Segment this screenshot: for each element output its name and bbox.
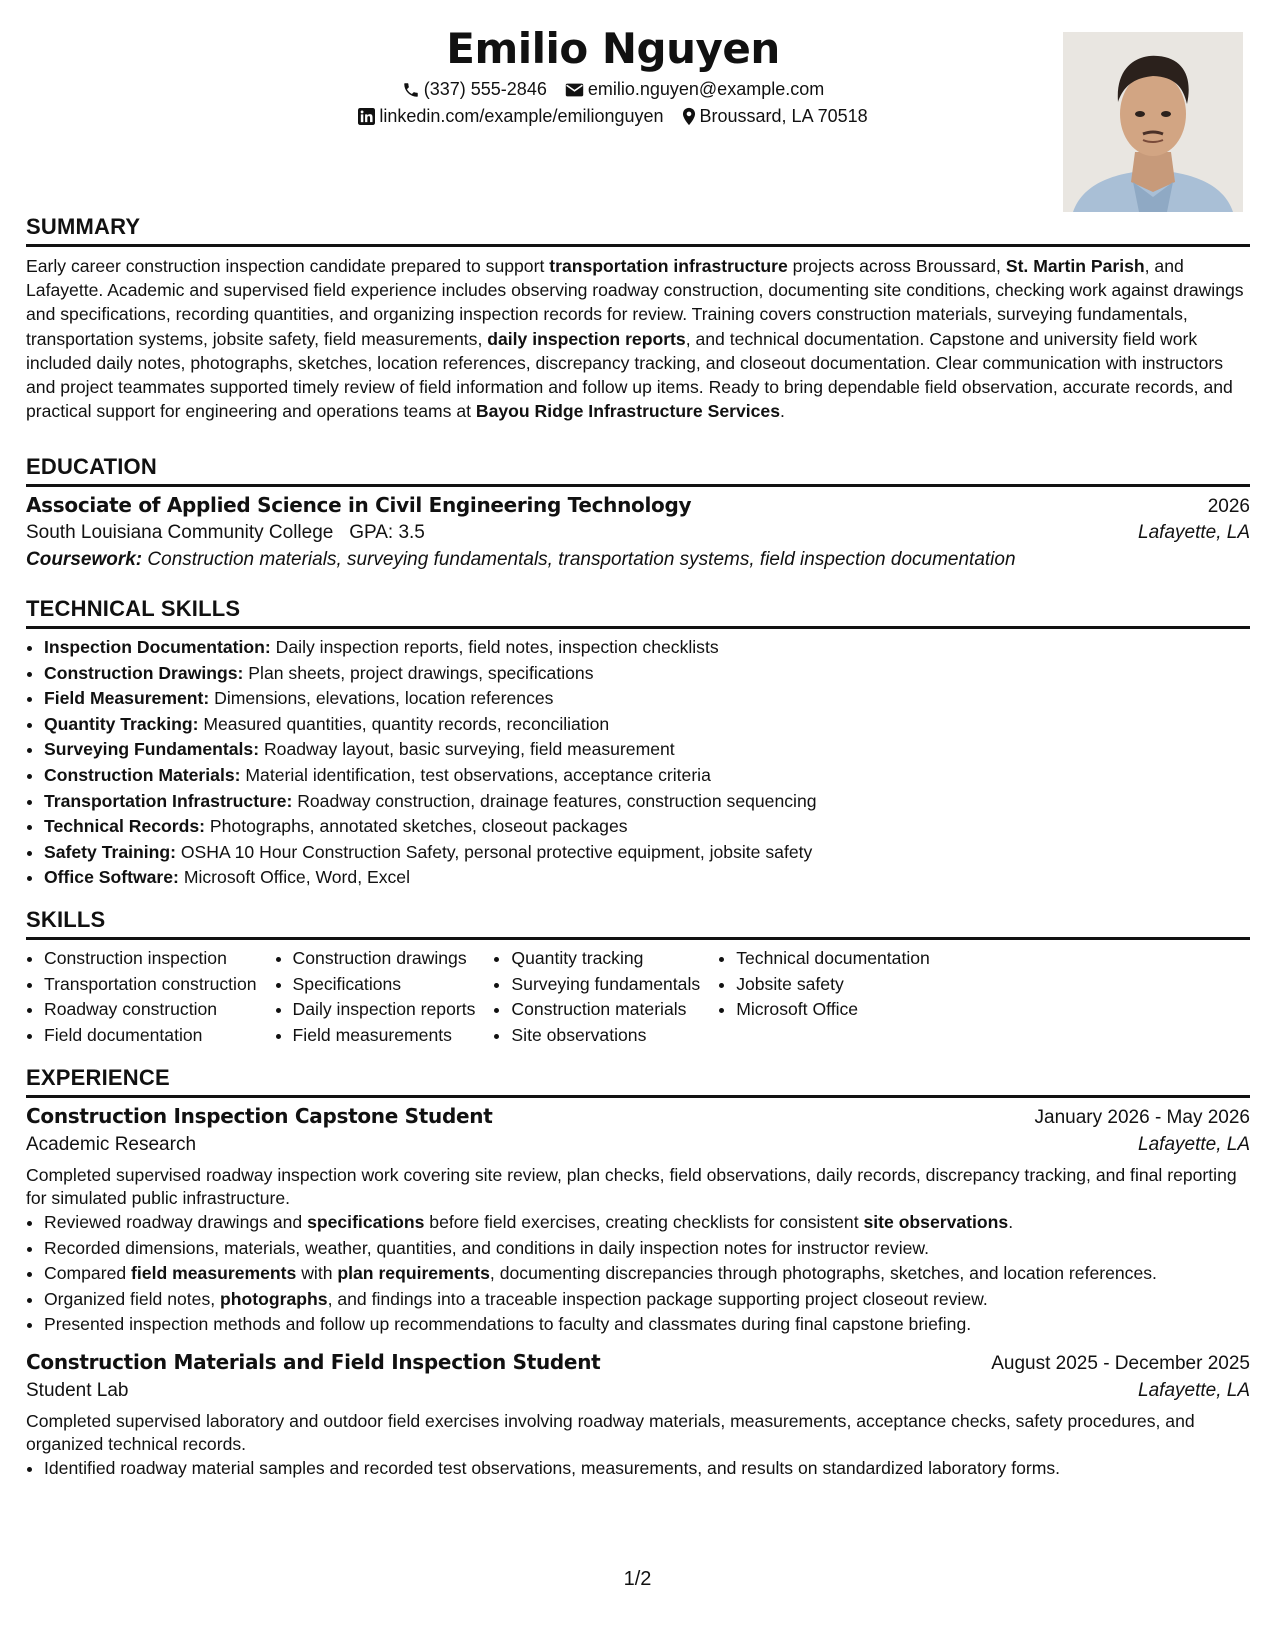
envelope-icon	[565, 82, 584, 98]
summary-bold: daily inspection reports	[487, 328, 686, 349]
job-location: Lafayette, LA	[1138, 1379, 1250, 1401]
list-item: • Roadway construction	[44, 997, 257, 1023]
skill-label: Construction Drawings:	[44, 662, 244, 683]
list-item: • Field measurements	[293, 1023, 476, 1049]
bullet-part: .	[1008, 1212, 1014, 1232]
phone-icon	[402, 81, 420, 99]
experience-section	[26, 1065, 1250, 1482]
bullet-part: with	[296, 1263, 338, 1284]
skill-label: Field Measurement:	[44, 688, 210, 709]
list-item	[44, 1287, 1250, 1313]
job-title: Construction Materials and Field Inspection Student	[26, 1349, 601, 1374]
skill-text: OSHA 10 Hour Construction Safety, personal protective equipment, jobsite safety	[180, 841, 813, 862]
skills-columns	[26, 946, 1250, 1048]
summary-bold: transportation infrastructure	[549, 256, 788, 276]
map-pin-icon	[682, 107, 696, 126]
technical-skills-list	[26, 635, 1250, 891]
summary-bold: St. Martin Parish	[1005, 256, 1145, 276]
job-header	[26, 1104, 1250, 1129]
coursework-text: Construction materials, surveying fundamentals, transportation systems, field inspection documentation	[147, 549, 1016, 570]
skills-heading: SKILLS	[26, 907, 1250, 940]
summary-section	[26, 214, 1250, 423]
bullet-part: Compared	[44, 1263, 132, 1284]
education-heading: EDUCATION	[26, 454, 1250, 487]
skill-label: Technical Records:	[44, 816, 205, 837]
job-location: Lafayette, LA	[1138, 1134, 1250, 1155]
bullet-bold: specifications	[307, 1212, 425, 1232]
skill-label: Transportation Infrastructure:	[44, 790, 293, 811]
location-contact	[682, 106, 868, 127]
summary-bold: Bayou Ridge Infrastructure Services	[475, 401, 780, 422]
coursework-label: Coursework:	[26, 549, 143, 570]
phone-contact[interactable]	[402, 79, 547, 100]
education-row	[26, 493, 1250, 518]
job-dates: August 2025 - December 2025	[991, 1352, 1250, 1374]
list-item: • Presented inspection methods and follow up recommendations to faculty and classmates during final capstone briefing.	[44, 1312, 1250, 1338]
phone-text: (337) 555-2846	[423, 79, 547, 99]
job-organization: Student Lab	[26, 1379, 129, 1401]
skill-text: Plan sheets, project drawings, specifications	[248, 662, 594, 683]
experience-entry	[26, 1104, 1250, 1338]
list-item	[44, 661, 1250, 687]
bullet-part: , and findings into a traceable inspection package supporting project closeout review.	[327, 1288, 988, 1309]
school-location: Lafayette, LA	[1138, 522, 1250, 543]
list-item: • Construction inspection	[44, 946, 257, 972]
bullet-part: Organized field notes,	[44, 1288, 221, 1309]
list-item: • Surveying fundamentals	[511, 972, 700, 998]
profile-photo	[1063, 32, 1243, 212]
list-item: • Microsoft Office	[736, 997, 930, 1023]
summary-part: Early career construction inspection candidate prepared to support	[26, 256, 550, 276]
list-item: • Recorded dimensions, materials, weather, quantities, and conditions in daily inspection notes for instructor review.	[44, 1236, 1250, 1262]
job-org-row	[26, 1134, 1250, 1156]
summary-part: projects across Broussard,	[787, 256, 1006, 276]
skill-text: Roadway construction, drainage features, construction sequencing	[297, 790, 817, 811]
skill-label: Quantity Tracking:	[44, 713, 199, 734]
skill-label: Inspection Documentation:	[44, 637, 271, 657]
job-bullets	[26, 1456, 1250, 1482]
bullet-bold: plan requirements	[337, 1263, 490, 1284]
experience-heading: EXPERIENCE	[26, 1065, 1250, 1098]
list-item: • Construction drawings	[293, 946, 476, 972]
skill-text: Microsoft Office, Word, Excel	[183, 867, 410, 888]
linkedin-icon	[358, 108, 375, 125]
skill-label: Office Software:	[44, 867, 179, 888]
list-item	[44, 763, 1250, 789]
resume-page	[26, 0, 1250, 1650]
school-name	[26, 522, 425, 544]
skills-column-1	[26, 946, 257, 1048]
gpa-text: GPA: 3.5	[349, 522, 425, 543]
bullet-bold: site observations	[863, 1212, 1009, 1232]
bullet-bold: field measurements	[131, 1263, 297, 1284]
skill-text: Roadway layout, basic surveying, field measurement	[263, 739, 675, 760]
job-dates: January 2026 - May 2026	[1034, 1107, 1250, 1128]
list-item	[44, 789, 1250, 815]
skill-text: Dimensions, elevations, location references	[214, 688, 554, 709]
job-description: Completed supervised roadway inspection work covering site review, plan checks, field observations, daily records, discrepancy tracking, and final reporting for simulated public infrastructure.	[26, 1165, 1237, 1208]
technical-skills-heading: TECHNICAL SKILLS	[26, 596, 1250, 629]
skills-column-4	[718, 946, 930, 1048]
summary-heading: SUMMARY	[26, 214, 1250, 247]
school-text: South Louisiana Community College	[26, 522, 334, 543]
skill-text: Daily inspection reports, field notes, inspection checklists	[275, 637, 719, 657]
location-text: Broussard, LA 70518	[699, 106, 868, 126]
list-item: • Site observations	[511, 1023, 700, 1049]
job-description: Completed supervised laboratory and outdoor field exercises involving roadway materials, measurements, acceptance checks, safety procedures, and organized technical records.	[26, 1410, 1195, 1454]
email-text: emilio.nguyen@example.com	[587, 79, 825, 99]
list-item: • Field documentation	[44, 1023, 257, 1049]
skill-text: Material identification, test observations, acceptance criteria	[245, 764, 711, 785]
list-item: • Specifications	[293, 972, 476, 998]
list-item	[44, 840, 1250, 866]
list-item	[44, 1210, 1250, 1236]
summary-part: , and Lafayette. Academic and supervised field experience includes observing roadway construction, documenting site conditions, checking work against drawings and specifications, recording quantities, and organizing inspection records for review. Training covers construction materials, surveying fundamentals, transportation systems, jobsite safety, field measurements,	[26, 256, 1244, 349]
email-contact[interactable]	[565, 79, 824, 100]
experience-entry	[26, 1350, 1250, 1482]
education-section	[26, 454, 1250, 571]
summary-part: , and technical documentation. Capstone and university field work included daily notes, photographs, sketches, location references, discrepancy tracking, and closeout documentation. Clear communication with instructors and project teammates supported timely review of field information and follow up items. Ready to bring dependable field observation, accurate records, and practical support for engineering and operations teams at	[26, 328, 1233, 422]
list-item	[44, 865, 1250, 891]
linkedin-contact[interactable]	[358, 106, 663, 127]
list-item	[44, 635, 1250, 661]
bullet-part: Reviewed roadway drawings and	[44, 1212, 308, 1232]
list-item: • Technical documentation	[736, 946, 930, 972]
skills-column-3	[493, 946, 700, 1048]
candidate-name: Emilio Nguyen	[446, 24, 780, 73]
list-item: • Construction materials	[511, 997, 700, 1023]
job-title: Construction Inspection Capstone Student	[26, 1104, 493, 1128]
list-item	[44, 814, 1250, 840]
coursework	[26, 549, 1250, 571]
list-item: • Transportation construction	[44, 972, 257, 998]
graduation-year: 2026	[1207, 496, 1250, 517]
summary-text	[26, 254, 1250, 423]
technical-skills-section	[26, 596, 1250, 891]
job-bullets	[26, 1210, 1250, 1338]
skill-label: Surveying Fundamentals:	[44, 739, 260, 760]
school-row	[26, 522, 1250, 544]
skill-text: Measured quantities, quantity records, reconciliation	[203, 713, 610, 734]
bullet-bold: photographs	[220, 1288, 328, 1309]
page-number: 1/2	[623, 1568, 652, 1590]
degree-title: Associate of Applied Science in Civil Engineering Technology	[26, 493, 692, 517]
list-item	[44, 686, 1250, 712]
list-item	[44, 1261, 1250, 1287]
summary-part: .	[779, 401, 785, 422]
list-item	[44, 712, 1250, 738]
linkedin-text: linkedin.com/example/emilionguyen	[379, 106, 664, 126]
list-item: • Identified roadway material samples and recorded test observations, measurements, and results on standardized laboratory forms.	[44, 1456, 1250, 1482]
skills-section	[26, 907, 1250, 1048]
skill-label: Construction Materials:	[44, 764, 241, 785]
job-header	[26, 1350, 1250, 1375]
bullet-part: , documenting discrepancies through photographs, sketches, and location references.	[489, 1263, 1157, 1284]
list-item	[44, 737, 1250, 763]
skills-column-2	[275, 946, 476, 1048]
job-org-row	[26, 1380, 1250, 1402]
skill-text: Photographs, annotated sketches, closeout packages	[209, 816, 628, 837]
list-item: • Daily inspection reports	[293, 997, 476, 1023]
bullet-part: before field exercises, creating checklists for consistent	[424, 1212, 864, 1232]
list-item: • Jobsite safety	[736, 972, 930, 998]
list-item: • Quantity tracking	[511, 946, 700, 972]
skill-label: Safety Training:	[44, 841, 176, 862]
job-organization: Academic Research	[26, 1134, 197, 1155]
